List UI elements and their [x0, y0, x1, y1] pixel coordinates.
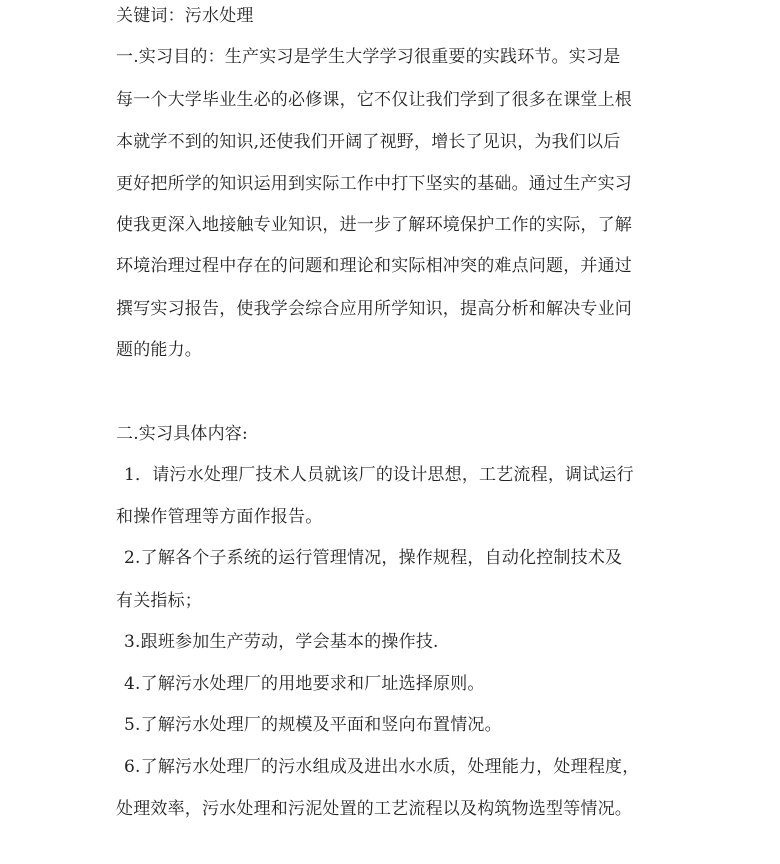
section2-item-3: 3.跟班参加生产劳动，学会基本的操作技. — [124, 632, 439, 652]
section1-line-2: 每一个大学毕业生必的必修课，它不仅让我们学到了很多在课堂上根 — [116, 90, 632, 110]
section1-line-1: 一.实习目的：生产实习是学生大学学习很重要的实践环节。实习是 — [116, 47, 621, 67]
section2-item-2-line-1: 2.了解各个子系统的运行管理情况，操作规程，自动化控制技术及 — [124, 548, 623, 568]
section2-item-6-line-2: 处理效率，污水处理和污泥处置的工艺流程以及构筑物选型等情况。 — [116, 799, 632, 819]
section1-line-3: 本就学不到的知识,还使我们开阔了视野，增长了见识，为我们以后 — [116, 132, 621, 152]
section2-item-2-line-2: 有关指标； — [116, 591, 202, 611]
section2-item-1-line-2: 和操作管理等方面作报告。 — [116, 507, 323, 527]
section2-item-1-line-1: 1．请污水处理厂技术人员就该厂的设计思想，工艺流程，调试运行 — [124, 465, 634, 485]
section2-item-5: 5.了解污水处理厂的规模及平面和竖向布置情况。 — [124, 715, 502, 735]
section2-heading: 二.实习具体内容: — [116, 424, 248, 444]
section1-line-7: 撰写实习报告，使我学会综合应用所学知识，提高分析和解决专业问 — [116, 299, 632, 319]
section2-item-4: 4.了解污水处理厂的用地要求和厂址选择原则。 — [124, 674, 485, 694]
section1-line-6: 环境治理过程中存在的问题和理论和实际相冲突的难点问题，并通过 — [116, 256, 632, 276]
section2-item-6-line-1: 6.了解污水处理厂的污水组成及进出水水质，处理能力，处理程度， — [124, 757, 640, 777]
section1-line-5: 使我更深入地接触专业知识，进一步了解环境保护工作的实际，了解 — [116, 215, 632, 235]
keywords-line: 关键词：污水处理 — [116, 6, 254, 26]
section1-line-4: 更好把所学的知识运用到实际工作中打下坚实的基础。通过生产实习 — [116, 174, 632, 194]
section1-line-8: 题的能力。 — [116, 340, 202, 360]
